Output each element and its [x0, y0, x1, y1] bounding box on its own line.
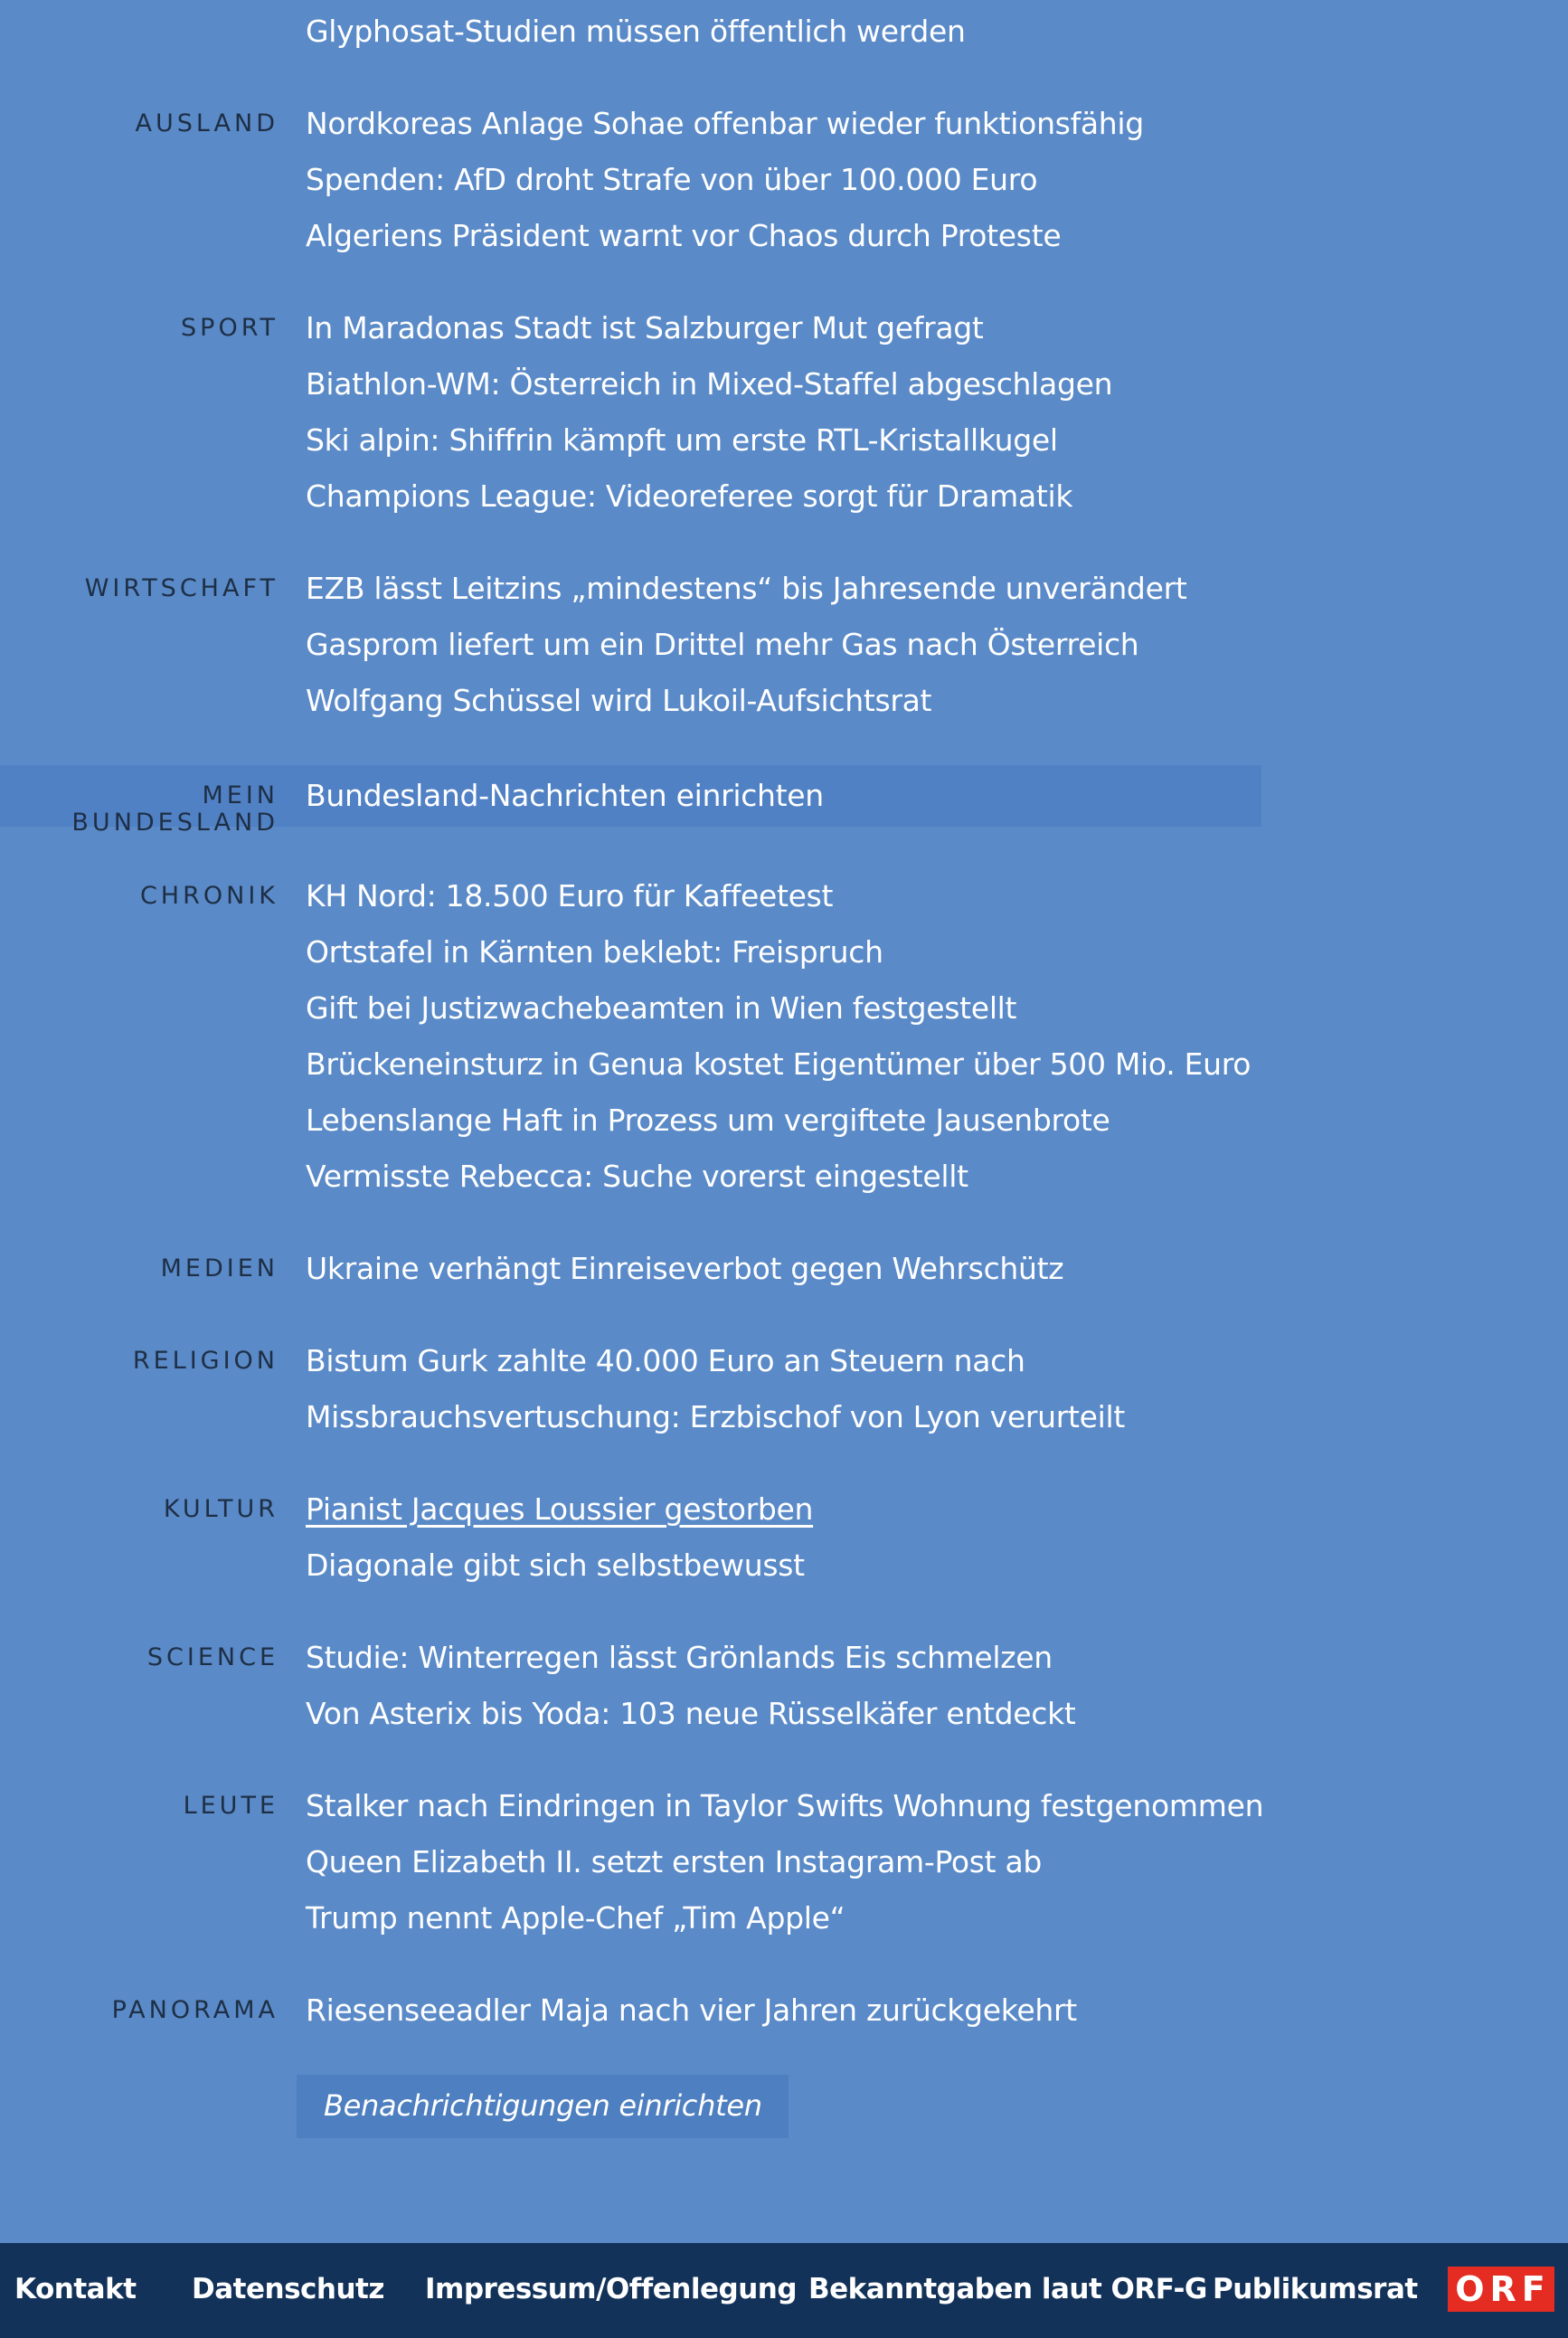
section-label-kultur[interactable]: KULTUR — [163, 1495, 279, 1523]
headline-link[interactable]: EZB lässt Leitzins „mindestens“ bis Jahresende unverändert — [306, 571, 1187, 606]
section-kultur — [0, 1481, 1568, 1594]
bundesland-row — [0, 765, 1261, 837]
headline-link[interactable]: Gasprom liefert um ein Drittel mehr Gas nach Österreich — [306, 627, 1139, 662]
headline-link[interactable]: KH Nord: 18.500 Euro für Kaffeetest — [306, 878, 834, 913]
headline-link[interactable]: Pianist Jacques Loussier gestorben — [306, 1491, 814, 1527]
headline-list — [306, 1241, 1568, 1297]
footer-link-impressum[interactable]: Impressum/Offenlegung — [425, 2273, 798, 2305]
section-medien — [0, 1241, 1568, 1297]
headline-link[interactable]: Riesenseeadler Maja nach vier Jahren zurückgekehrt — [306, 1993, 1077, 2028]
footer-link-kontakt[interactable]: Kontakt — [14, 2273, 137, 2305]
section-label-sport[interactable]: SPORT — [181, 314, 279, 342]
headline-list — [306, 0, 1568, 63]
headline-link[interactable]: Algeriens Präsident warnt vor Chaos durch Proteste — [306, 218, 1062, 253]
headline-list — [306, 1481, 1568, 1594]
section-label-bundesland: MEIN BUNDESLAND — [71, 781, 279, 837]
headline-link[interactable]: Diagonale gibt sich selbstbewusst — [306, 1548, 805, 1583]
sections-before — [0, 96, 1568, 729]
headline-list — [306, 1778, 1568, 1946]
headline-list — [306, 1630, 1568, 1742]
headline-list — [306, 1333, 1568, 1445]
section-label-wirtschaft[interactable]: WIRTSCHAFT — [84, 574, 279, 602]
headline-link[interactable]: Queen Elizabeth II. setzt ersten Instagram-Post ab — [306, 1844, 1043, 1879]
section-chronik — [0, 868, 1568, 1205]
headline-list — [306, 1983, 1568, 2039]
headline-link[interactable]: Vermisste Rebecca: Suche vorerst eingestellt — [306, 1159, 968, 1194]
bundesland-link[interactable]: Bundesland-Nachrichten einrichten — [306, 778, 824, 813]
section-label-panorama[interactable]: PANORAMA — [111, 1996, 279, 2024]
section-sport — [0, 300, 1568, 525]
headline-link[interactable]: Biathlon-WM: Österreich in Mixed-Staffel abgeschlagen — [306, 366, 1113, 402]
headline-link[interactable]: Wolfgang Schüssel wird Lukoil-Aufsichtsrat — [306, 683, 932, 718]
sections-after — [0, 868, 1568, 2039]
footer — [0, 2243, 1568, 2338]
headline-list — [306, 96, 1568, 264]
section-label-leute[interactable]: LEUTE — [183, 1792, 279, 1820]
headline-link[interactable]: Studie: Winterregen lässt Grönlands Eis schmelzen — [306, 1640, 1053, 1675]
headline-link[interactable]: Nordkoreas Anlage Sohae offenbar wieder funktionsfähig — [306, 106, 1144, 141]
section-leute — [0, 1778, 1568, 1946]
orf-logo[interactable]: ORF — [1448, 2267, 1554, 2312]
footer-link-datenschutz[interactable]: Datenschutz — [192, 2273, 384, 2305]
headline-link[interactable]: Glyphosat-Studien müssen öffentlich werden — [306, 14, 966, 49]
headline-list — [306, 300, 1568, 525]
section-label-science[interactable]: SCIENCE — [146, 1643, 279, 1671]
headline-link[interactable]: Ukraine verhängt Einreiseverbot gegen Wehrschütz — [306, 1251, 1064, 1286]
headline-link[interactable]: Lebenslange Haft in Prozess um vergiftete Jausenbrote — [306, 1103, 1110, 1138]
section-label-ausland[interactable]: AUSLAND — [135, 109, 279, 137]
headline-link[interactable]: Champions League: Videoreferee sorgt für Dramatik — [306, 478, 1073, 514]
headline-link[interactable]: Von Asterix bis Yoda: 103 neue Rüsselkäfer entdeckt — [306, 1696, 1076, 1731]
section-label-medien[interactable]: MEDIEN — [160, 1254, 279, 1283]
section-wirtschaft — [0, 561, 1568, 729]
headline-link[interactable]: Bistum Gurk zahlte 40.000 Euro an Steuern nach — [306, 1343, 1025, 1378]
section-ausland — [0, 96, 1568, 264]
section-religion — [0, 1333, 1568, 1445]
headline-link[interactable]: Ski alpin: Shiffrin kämpft um erste RTL-Kristallkugel — [306, 422, 1058, 458]
headline-link[interactable]: Missbrauchsvertuschung: Erzbischof von Lyon verurteilt — [306, 1399, 1126, 1434]
notifications-button[interactable]: Benachrichtigungen einrichten — [297, 2075, 789, 2138]
section-science — [0, 1630, 1568, 1742]
section-label-religion[interactable]: RELIGION — [132, 1347, 279, 1375]
headline-link[interactable]: Ortstafel in Kärnten beklebt: Freispruch — [306, 934, 883, 970]
headline-link[interactable]: In Maradonas Stadt ist Salzburger Mut gefragt — [306, 310, 984, 345]
footer-link-publikumsrat[interactable]: Publikumsrat — [1213, 2273, 1418, 2305]
headline-link[interactable]: Trump nennt Apple-Chef „Tim Apple“ — [306, 1900, 845, 1936]
headline-link[interactable]: Gift bei Justizwachebeamten in Wien festgestellt — [306, 990, 1017, 1026]
headline-link[interactable]: Stalker nach Eindringen in Taylor Swifts Wohnung festgenommen — [306, 1788, 1264, 1823]
notify-wrap — [297, 2075, 1568, 2138]
section-top — [0, 0, 1568, 63]
headline-list — [306, 561, 1568, 729]
section-panorama — [0, 1983, 1568, 2039]
section-label-chronik[interactable]: CHRONIK — [139, 882, 279, 910]
headline-link[interactable]: Brückeneinsturz in Genua kostet Eigentümer über 500 Mio. Euro — [306, 1046, 1252, 1082]
headline-list — [306, 868, 1568, 1205]
headline-link[interactable]: Spenden: AfD droht Strafe von über 100.000 Euro — [306, 162, 1038, 197]
footer-link-bekanntgaben[interactable]: Bekanntgaben laut ORF-G — [808, 2273, 1207, 2305]
